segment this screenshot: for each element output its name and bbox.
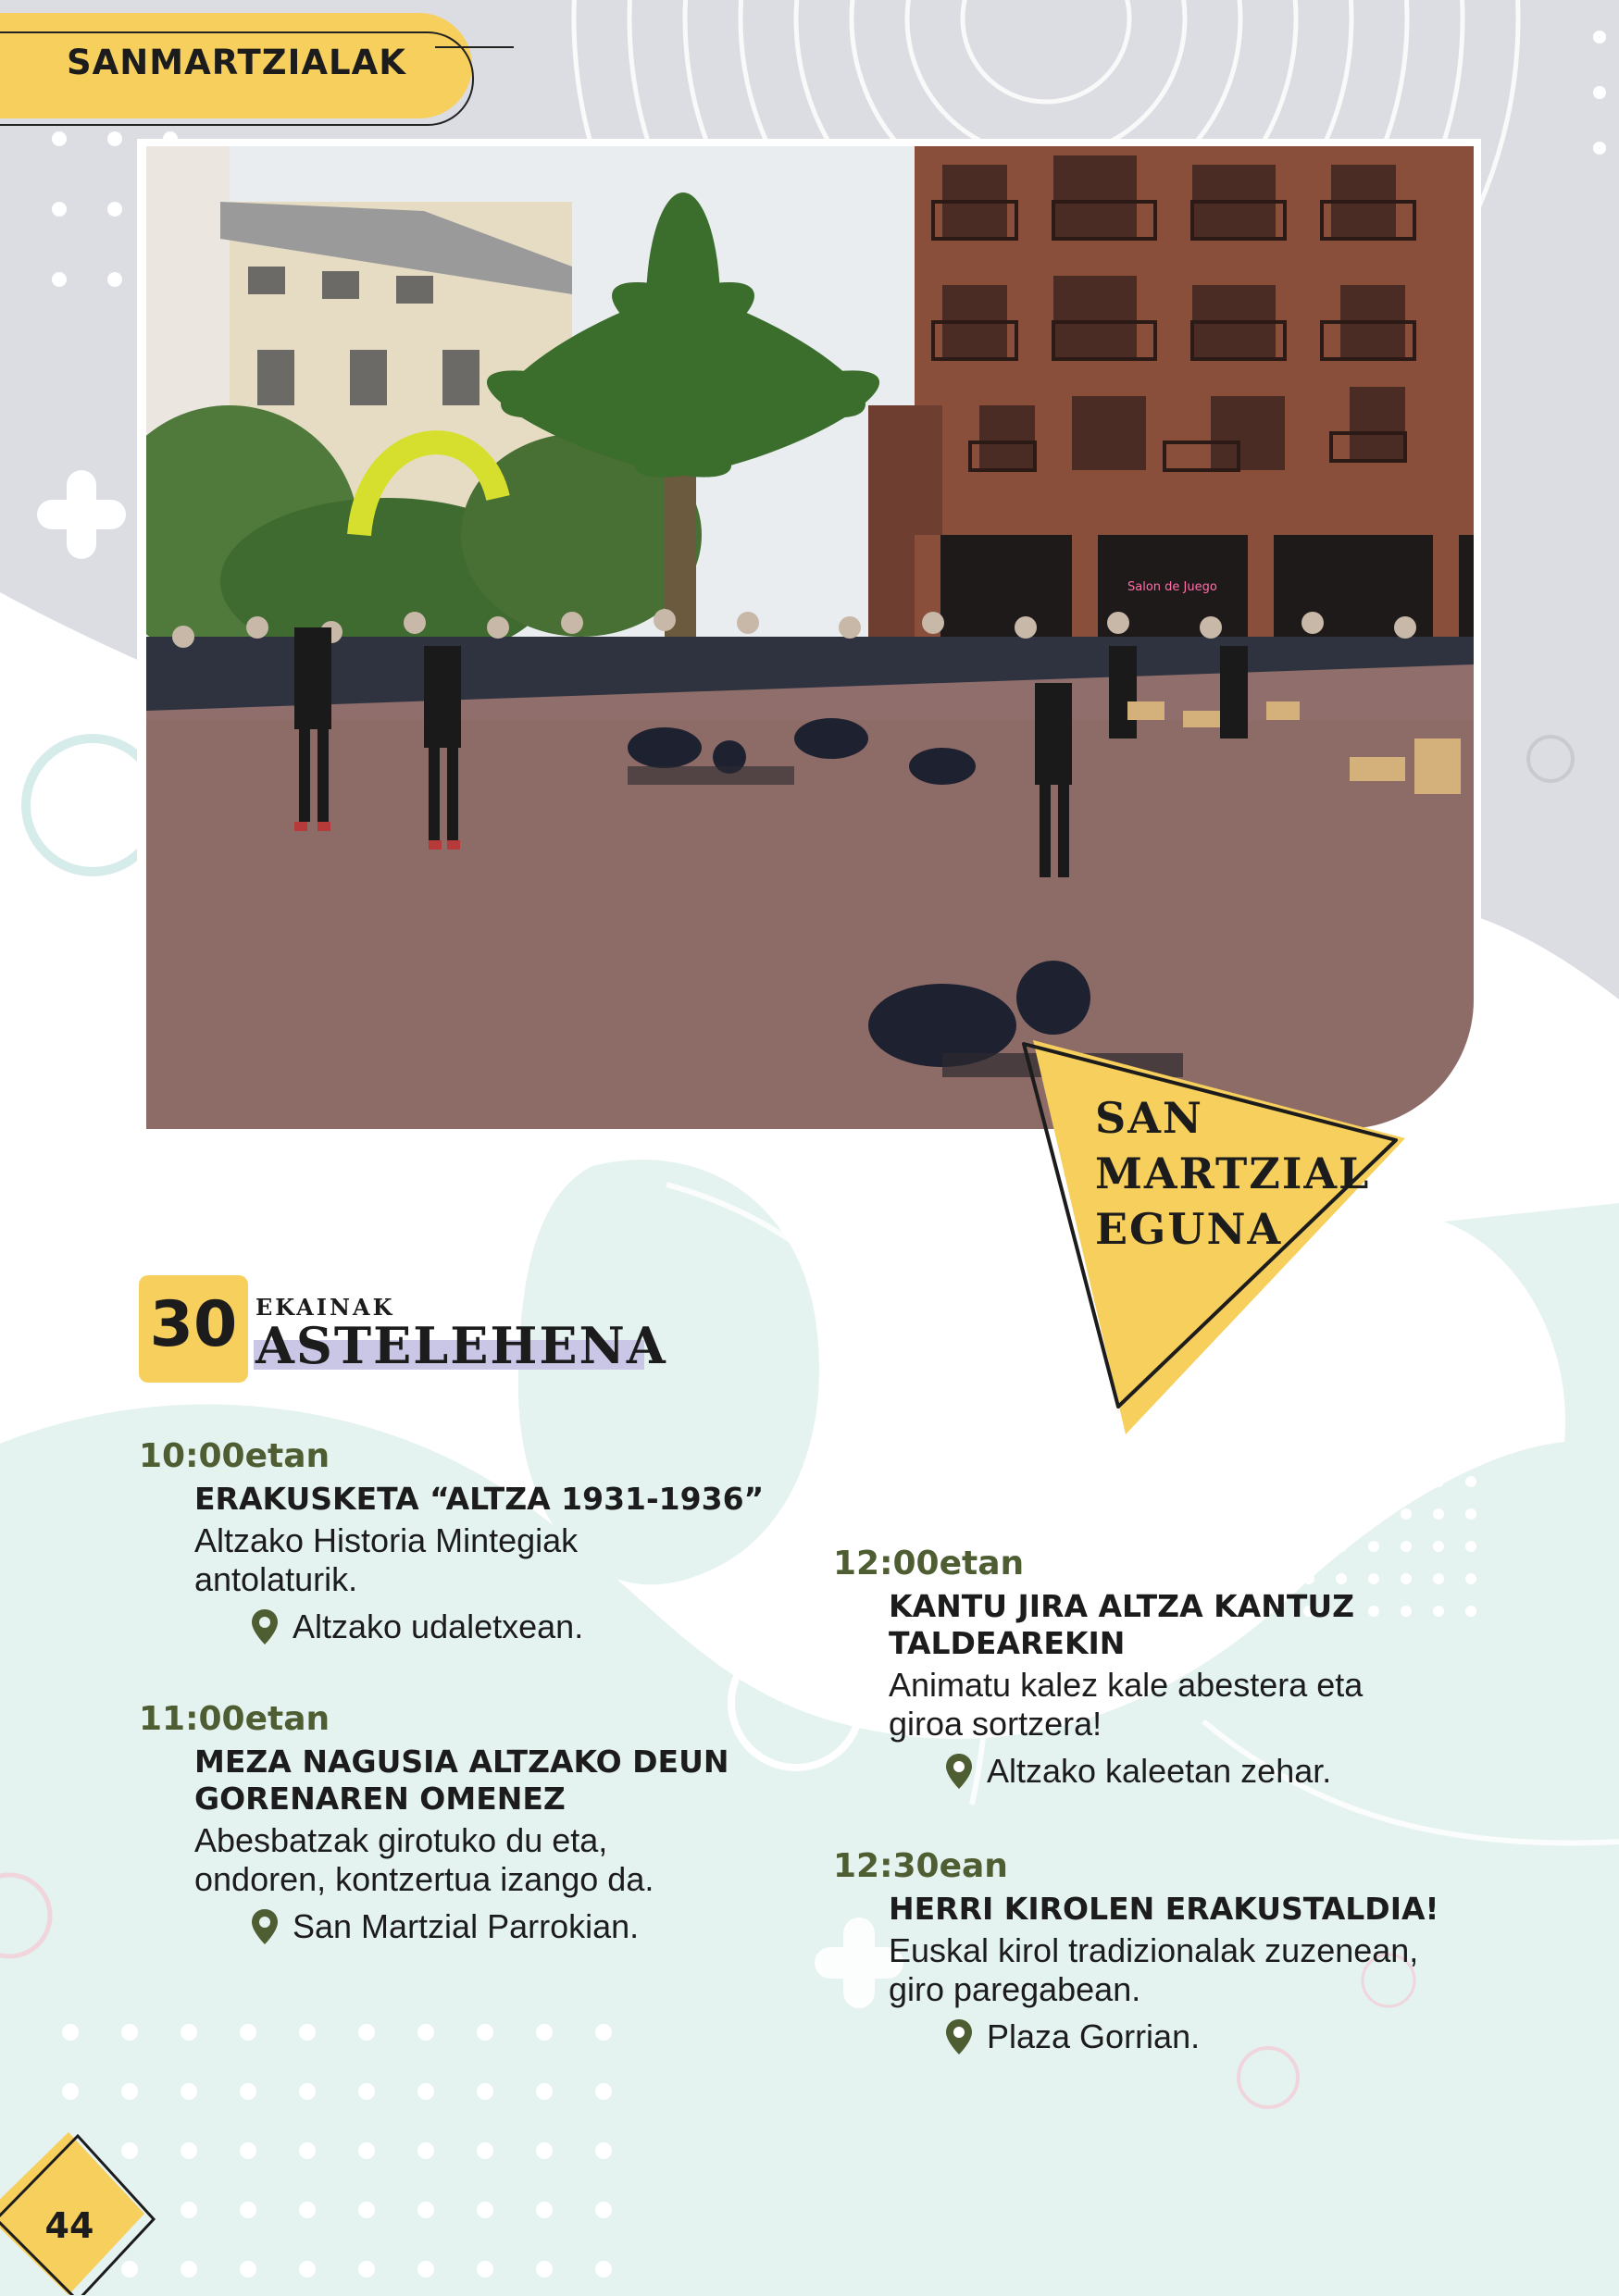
event-item — [833, 1846, 1555, 2057]
event-title-line: TALDEAREKIN — [889, 1625, 1126, 1661]
event-location-text: Plaza Gorrian. — [987, 2017, 1201, 2055]
event-description-line: Animatu kalez kale abestera eta — [889, 1666, 1364, 1704]
event-location — [946, 1751, 1537, 1792]
event-title — [889, 1588, 1537, 1662]
badge-line-1: SAN — [1095, 1093, 1203, 1143]
event-location — [252, 1906, 805, 1947]
event-item — [139, 1699, 805, 1947]
event-description — [194, 1521, 805, 1599]
event-time: 12:00etan — [833, 1545, 1025, 1582]
event-description-line: antolaturik. — [194, 1560, 358, 1598]
event-title-line: KANTU JIRA ALTZA KANTUZ — [889, 1588, 1355, 1624]
event-description-line: Abesbatzak girotuko du eta, — [194, 1821, 608, 1859]
event-title — [194, 1744, 805, 1818]
badge-title — [1095, 1090, 1370, 1257]
event-description-line: giro paregabean. — [889, 1970, 1141, 2008]
month-label: EKAINAK — [255, 1294, 395, 1321]
event-title-line: ERAKUSKETA “ALTZA 1931-1936” — [194, 1481, 765, 1517]
location-pin-icon — [252, 1609, 278, 1644]
day-number: 30 — [149, 1288, 238, 1361]
event-time: 11:00etan — [139, 1700, 330, 1738]
event-title — [889, 1891, 1555, 1928]
event-time: 12:30ean — [833, 1847, 1008, 1885]
photo-sign: Salon de Juego — [1127, 580, 1217, 594]
event-location-text: Altzako kaleetan zehar. — [987, 1752, 1332, 1790]
page-number: 44 — [44, 2205, 94, 2246]
section-tab-line — [435, 46, 514, 48]
event-description-line: Euskal kirol tradizionalak zuzenean, — [889, 1931, 1419, 1969]
weekday-label: ASTELEHENA — [255, 1316, 667, 1375]
event-time: 10:00etan — [139, 1437, 330, 1475]
event-description — [194, 1821, 805, 1899]
event-description-line: ondoren, kontzertua izango da. — [194, 1860, 654, 1898]
event-title-line: HERRI KIROLEN ERAKUSTALDIA! — [889, 1891, 1439, 1927]
event-location-text: San Martzial Parrokian. — [293, 1907, 640, 1945]
badge-line-2: MARTZIAL — [1095, 1148, 1371, 1198]
location-pin-icon — [946, 1754, 972, 1789]
event-location-text: Altzako udaletxean. — [293, 1607, 584, 1645]
location-pin-icon — [252, 1909, 278, 1944]
section-title: SANMARTZIALAK — [67, 43, 406, 82]
location-pin-icon — [946, 2019, 972, 2054]
badge-line-3: EGUNA — [1095, 1204, 1283, 1254]
event-description — [889, 1931, 1555, 2009]
event-location — [252, 1607, 805, 1647]
event-title-line: MEZA NAGUSIA ALTZAKO DEUN — [194, 1744, 729, 1780]
event-title — [194, 1481, 805, 1518]
event-title-line: GORENAREN OMENEZ — [194, 1781, 566, 1817]
event-description-line: Altzako Historia Mintegiak — [194, 1521, 579, 1559]
event-item — [139, 1436, 805, 1647]
event-description — [889, 1666, 1537, 1744]
event-item — [833, 1544, 1537, 1792]
event-location — [946, 2017, 1555, 2057]
event-description-line: giroa sortzera! — [889, 1705, 1102, 1743]
event-photo — [146, 146, 1474, 1129]
